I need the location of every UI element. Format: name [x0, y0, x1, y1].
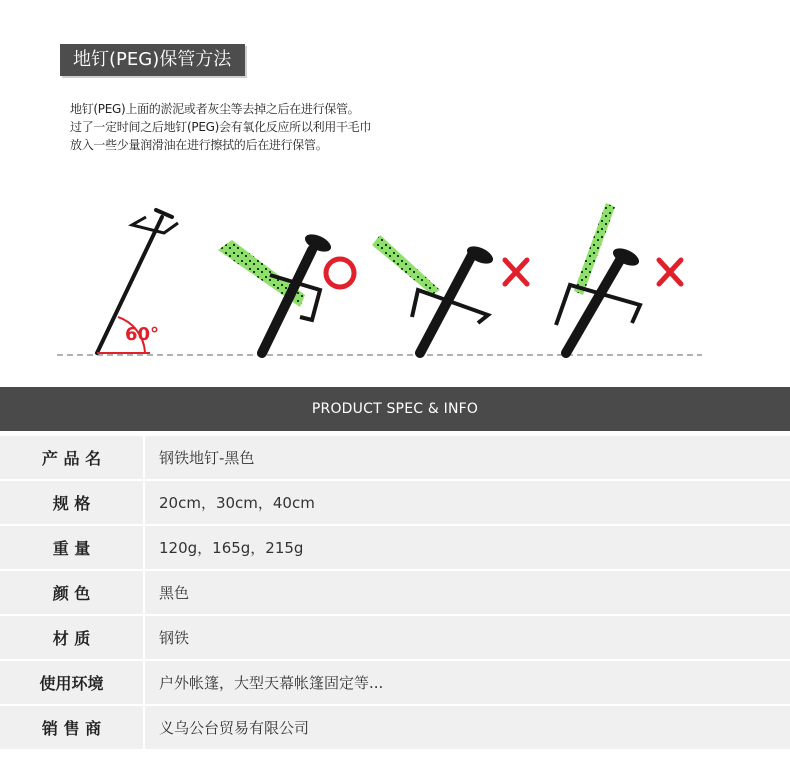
spec-row-seller — [0, 706, 790, 749]
spec-row-product-name — [0, 436, 790, 479]
spec-label: 规 格 — [0, 481, 143, 524]
spec-label: 材 质 — [0, 616, 143, 659]
storage-description — [70, 100, 371, 154]
spec-value: 钢铁地钉-黑色 — [145, 436, 790, 479]
spec-value: 义乌公台贸易有限公司 — [145, 706, 790, 749]
spec-row-weight — [0, 526, 790, 569]
spec-value: 20cm，30cm，40cm — [145, 481, 790, 524]
spec-label: 重 量 — [0, 526, 143, 569]
spec-label: 销 售 商 — [0, 706, 143, 749]
description-line: 过了一定时间之后地钉(PEG)会有氧化反应所以利用干毛巾 — [70, 120, 372, 134]
correct-mark-icon — [326, 259, 354, 287]
spec-row-color — [0, 571, 790, 614]
description-line: 放入一些少量润滑油在进行擦拭的后在进行保管。 — [70, 138, 328, 152]
spec-value: 120g，165g，215g — [145, 526, 790, 569]
spec-label: 使用环境 — [0, 661, 143, 704]
peg-wrong-icon-1 — [372, 235, 496, 353]
description-line: 地钉(PEG)上面的淤泥或者灰尘等去掉之后在进行保管。 — [70, 102, 360, 116]
spec-label: 颜 色 — [0, 571, 143, 614]
section-title: 地钉(PEG)保管方法 — [60, 44, 245, 76]
wrong-mark-icon — [659, 260, 681, 284]
spec-row-size — [0, 481, 790, 524]
spec-table — [0, 436, 790, 751]
spec-row-usage — [0, 661, 790, 704]
spec-value: 黑色 — [145, 571, 790, 614]
wrong-mark-icon — [505, 260, 527, 284]
peg-correct-icon — [218, 231, 334, 353]
spec-label: 产 品 名 — [0, 436, 143, 479]
spec-value: 户外帐篷，大型天幕帐篷固定等... — [145, 661, 790, 704]
spec-row-material — [0, 616, 790, 659]
angle-label: 60° — [125, 324, 160, 345]
spec-header: PRODUCT SPEC & INFO — [0, 387, 790, 431]
spec-value: 钢铁 — [145, 616, 790, 659]
peg-wrong-icon-2 — [556, 203, 642, 353]
peg-usage-illustration — [0, 195, 790, 370]
